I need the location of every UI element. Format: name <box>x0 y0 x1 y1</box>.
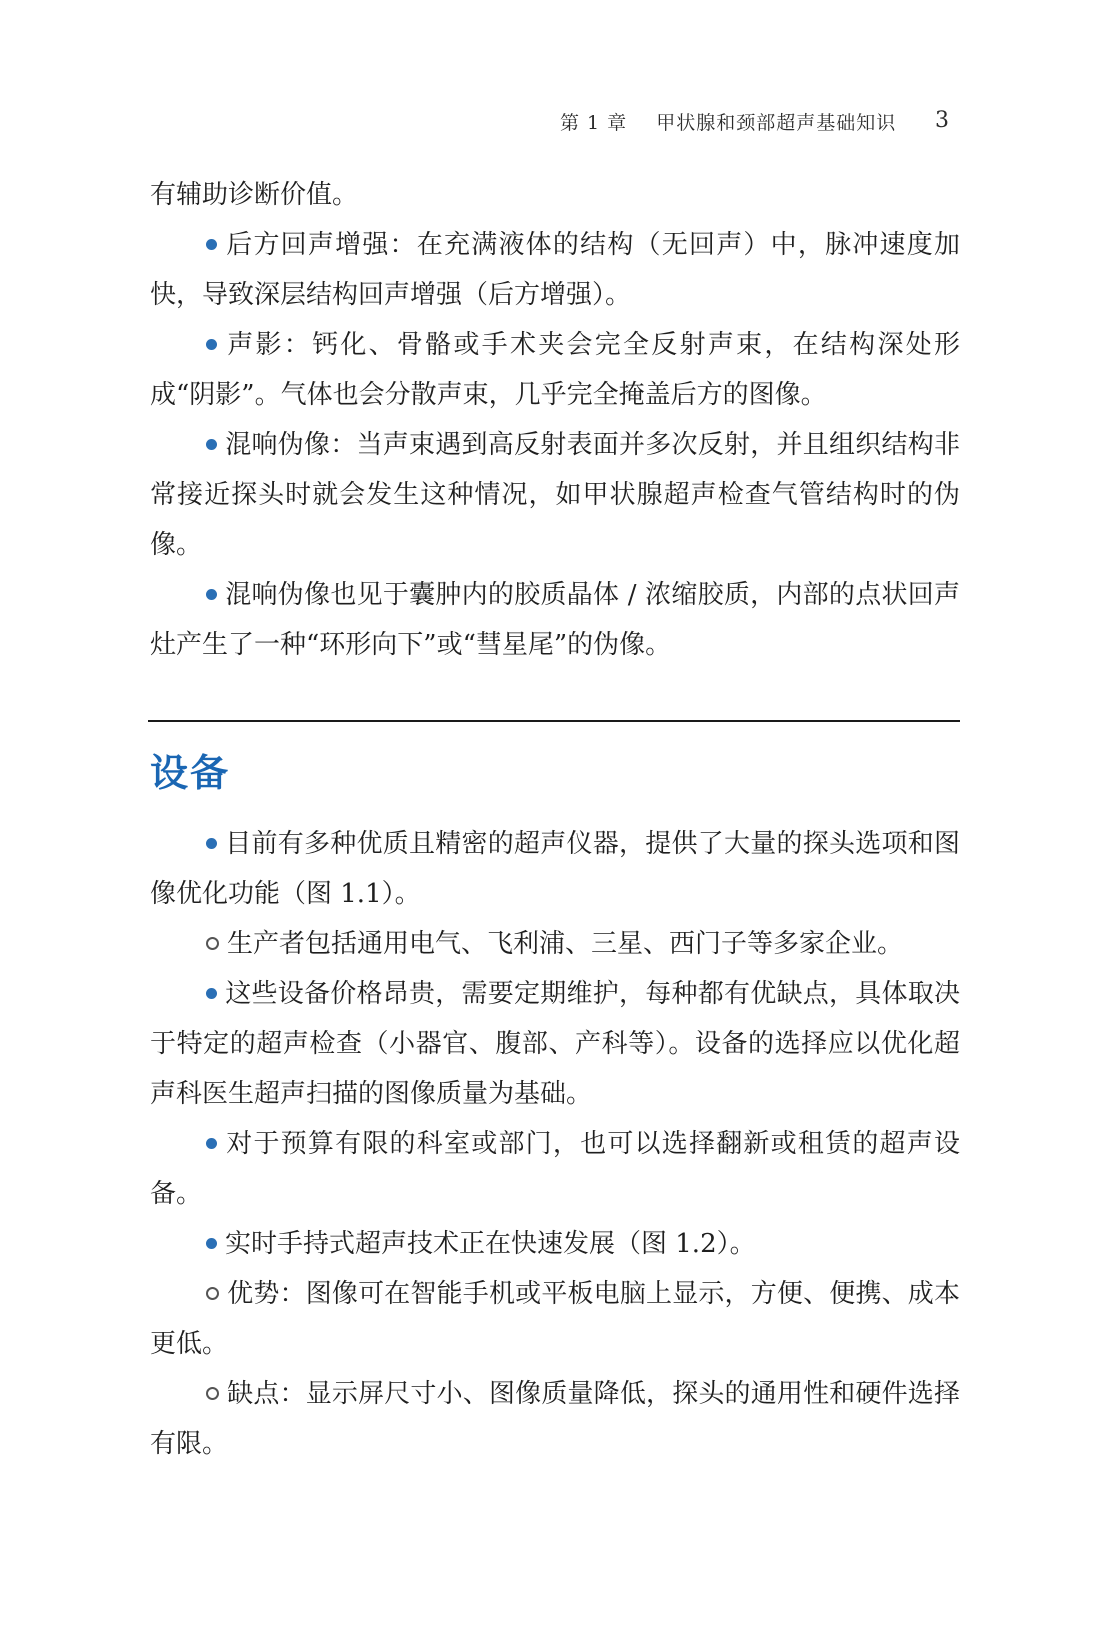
chapter-label: 第 1 章 <box>560 112 628 134</box>
list-item-text: 后方回声增强：在充满液体的结构（无回声）中，脉冲速度加快，导致深层结构回声增强（后方增强）。 <box>150 230 960 310</box>
section-divider <box>148 720 960 722</box>
sub-list-item <box>150 1269 960 1369</box>
bullet-icon <box>206 339 217 350</box>
list-item-text: 实时手持式超声技术正在快速发展（图 1.2）。 <box>225 1229 756 1259</box>
sub-list-item <box>150 1369 960 1469</box>
section-heading: 设备 <box>150 751 231 795</box>
page-number: 3 <box>935 108 950 133</box>
bullet-icon <box>206 1138 217 1149</box>
continuation-paragraph: 有辅助诊断价值。 <box>150 180 359 210</box>
list-item-text: 目前有多种优质且精密的超声仪器，提供了大量的探头选项和图像优化功能（图 1.1）。 <box>150 829 960 909</box>
list-item <box>150 320 960 420</box>
hollow-bullet-icon <box>206 1287 219 1300</box>
list-item-text: 这些设备价格昂贵，需要定期维护，每种都有优缺点，具体取决于特定的超声检查（小器官、腹部、产科等）。设备的选择应以优化超声科医生超声扫描的图像质量为基础。 <box>150 979 960 1109</box>
list-item-text: 缺点：显示屏尺寸小、图像质量降低，探头的通用性和硬件选择有限。 <box>150 1379 960 1459</box>
list-item <box>150 819 960 919</box>
running-header <box>560 108 950 135</box>
bullet-icon <box>206 1238 217 1249</box>
list-item <box>150 1119 960 1219</box>
list-item <box>150 969 960 1119</box>
bullet-icon <box>206 239 217 250</box>
chapter-title: 甲状腺和颈部超声基础知识 <box>656 112 897 134</box>
bullet-icon <box>206 988 217 999</box>
list-item-text: 声影：钙化、骨骼或手术夹会完全反射声束，在结构深处形成“阴影”。气体也会分散声束，几乎完全掩盖后方的图像。 <box>150 330 960 410</box>
list-item <box>150 220 960 320</box>
sub-list-item <box>150 919 960 969</box>
list-item <box>150 420 960 570</box>
list-item-text: 对于预算有限的科室或部门，也可以选择翻新或租赁的超声设备。 <box>150 1129 960 1209</box>
section-body <box>150 819 960 1469</box>
list-item <box>150 1219 960 1269</box>
hollow-bullet-icon <box>206 1387 219 1400</box>
top-text-block <box>150 170 960 670</box>
bullet-icon <box>206 589 217 600</box>
list-item-text: 生产者包括通用电气、飞利浦、三星、西门子等多家企业。 <box>227 929 904 959</box>
list-item <box>150 570 960 670</box>
list-item-text: 优势：图像可在智能手机或平板电脑上显示，方便、便携、成本更低。 <box>150 1279 960 1359</box>
list-item-text: 混响伪像也见于囊肿内的胶质晶体 / 浓缩胶质，内部的点状回声灶产生了一种“环形向下”或“彗星尾”的伪像。 <box>150 580 960 660</box>
bullet-icon <box>206 838 217 849</box>
hollow-bullet-icon <box>206 937 219 950</box>
list-item-text: 混响伪像：当声束遇到高反射表面并多次反射，并且组织结构非常接近探头时就会发生这种情况，如甲状腺超声检查气管结构时的伪像。 <box>150 430 960 560</box>
bullet-icon <box>206 439 217 450</box>
